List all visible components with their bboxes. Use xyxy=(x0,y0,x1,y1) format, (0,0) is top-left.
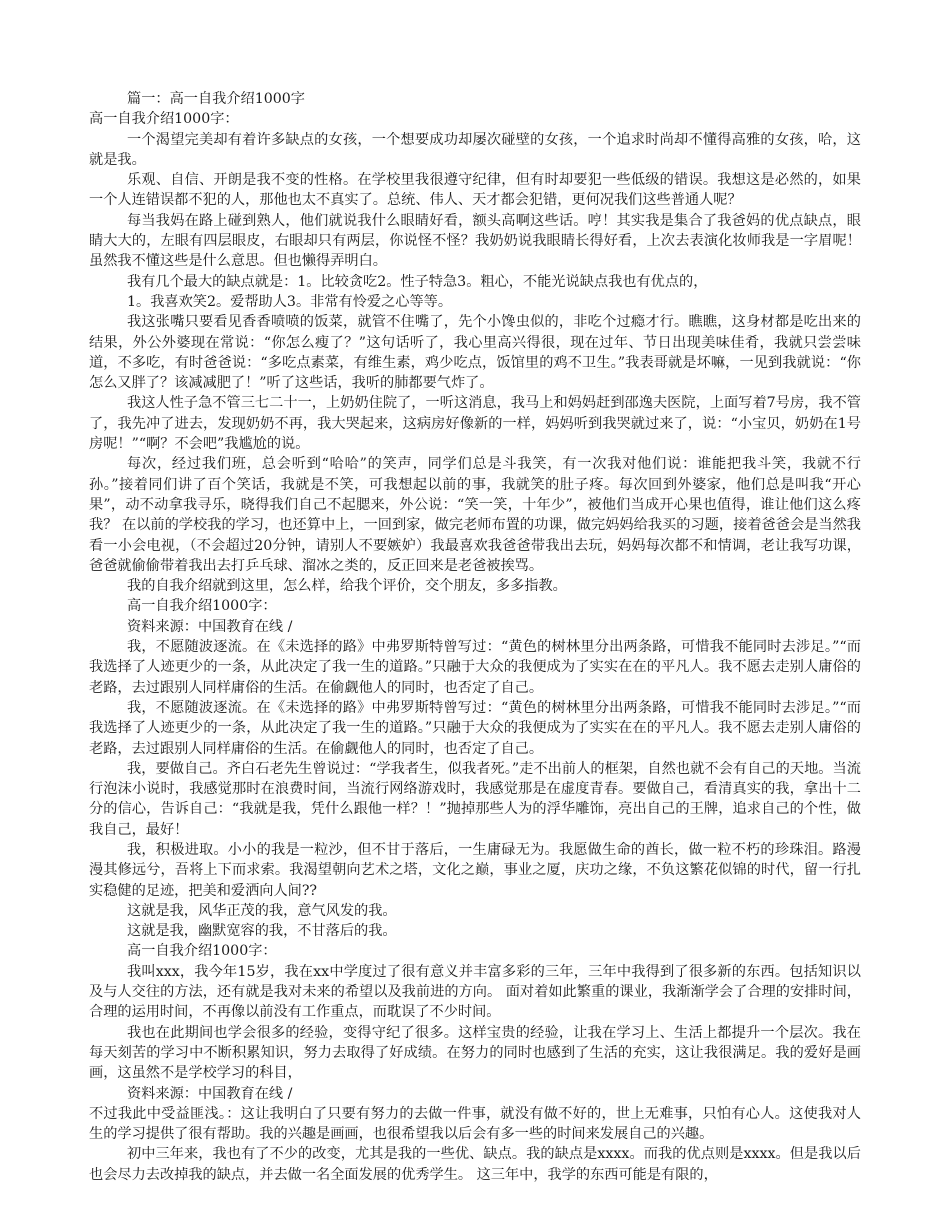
paragraph: 1。我喜欢笑2。爱帮助人3。非常有怜爱之心等等。 xyxy=(127,293,453,310)
paragraph: 我这张嘴只要看见香香喷喷的饭菜，就管不住嘴了，先个小馋虫似的，非吃个过瘾才行。瞧瞧，这身材都是吃出来的结果，外公外婆现在常说：“你怎么瘦了？”这句话听了，我心里高兴得很，现在过年、节日出现美味佳肴，我就只尝尝味道，不多吃，有时爸爸说：“多吃点素菜，有维生素，鸡少吃点，饭馆里的鸡不卫生。”我表哥就是坏嘛，一见到我就说：“你怎么又胖了？该减减肥了！”听了这些话，我听的肺都要气炸了。 xyxy=(89,314,861,392)
paragraph: 我的自我介绍就到这里，怎么样，给我个评价，交个朋友，多多指教。 xyxy=(127,578,567,595)
paragraph: 资料来源：中国教育在线 / xyxy=(127,618,293,635)
paragraph: 我，要做自己。齐白石老先生曾说过：“学我者生，似我者死。”走不出前人的框架，自然也就不会有自己的天地。当流行泡沫小说时，我感觉那时在浪费时间，当流行网络游戏时，我感觉那是在虚度青春。要做自己，看清真实的我，拿出十二分的信心，告诉自己：“我就是我，凭什么跟他一样？！”抛掉那些人为的浮华雕饰，亮出自己的王牌，追求自己的个性，做我自己，最好！ xyxy=(89,760,861,838)
paragraph: 我也在此期间也学会很多的经验，变得守纪了很多。这样宝贵的经验，让我在学习上、生活上都提升一个层次。我在每天刻苦的学习中不断积累知识，努力去取得了好成绩。在努力的同时也感到了生活的充实，这让我很满足。我的爱好是画画，这虽然不是学校学习的科目， xyxy=(89,1024,861,1082)
paragraph: 我这人性子急不管三七二十一，上奶奶住院了，一听这消息，我马上和妈妈赶到邵逸夫医院，上面写着7号房，我不管了，我先冲了进去，发现奶奶不再，我大哭起来，这病房好像新的一样，妈妈听到我哭就过来了，说：“小宝贝，奶奶在1号房呢！”“啊？不会吧”我尴尬的说。 xyxy=(89,395,861,453)
paragraph: 乐观、自信、开朗是我不变的性格。在学校里我很遵守纪律，但有时却要犯一些低级的错误。我想这是必然的，如果一个人连错误都不犯的人，那他也太不真实了。总统、伟人、天才都会犯错，更何况我们这些普通人呢？ xyxy=(89,172,861,209)
paragraph: 不过我此中受益匪浅。：这让我明白了只要有努力的去做一件事，就没有做不好的，世上无难事，只怕有心人。这使我对人生的学习提供了很有帮助。我的兴趣是画画，也很希望我以后会有多一些的时间来发展自己的兴趣。 xyxy=(89,1105,861,1143)
paragraph: 每次，经过我们班，总会听到“哈哈”的笑声，同学们总是斗我笑，有一次我对他们说：谁能把我斗笑，我就不行孙。”接着同们讲了百个笑话，我就是不笑，可我想起以前的事，我就笑的肚子疼。每次回到外婆家，他们总是叫我“开心果”，动不动拿我寻乐，晓得我们自己不起腮来，外公说：“笑一笑，十年少”，被他们当成开心果也值得，谁让他们这么疼我？ 在以前的学校我的学习，也还算中上，一回到家，做完老师布置的功课，做完妈妈给我买的习题，接着爸爸会是当然我看一小会电视，（不会超过20分钟，请别人不要嫉妒）我最喜欢我爸爸带我出去玩，妈妈每次都不和情调，老让我写功课，爸爸就偷偷带着我出去打乒乓球、溜冰之类的，反正回来是老爸被挨骂。 xyxy=(89,456,861,574)
paragraph: 一个渴望完美却有着许多缺点的女孩，一个想要成功却屡次碰壁的女孩，一个追求时尚却不懂得高雅的女孩，哈，这就是我。 xyxy=(89,131,861,168)
paragraph: 高一自我介绍1000字： xyxy=(127,943,277,960)
paragraph: 每当我妈在路上碰到熟人，他们就说我什么眼睛好看，额头高啊这些话。哼！其实我是集合了我爸妈的优点缺点，眼睛大大的，左眼有四层眼皮，右眼却只有两层，你说怪不怪？我奶奶说我眼睛长得好看，上次去表演化妆师我是一字眉呢！虽然我不懂这些是什么意思。但也懒得弄明白。 xyxy=(89,212,861,270)
paragraph: 这就是我，风华正茂的我，意气风发的我。 xyxy=(127,902,397,919)
paragraph: 我，不愿随波逐流。在《未选择的路》中弗罗斯特曾写过：“黄色的树林里分出两条路，可惜我不能同时去涉足。”“而我选择了人迹更少的一条，从此决定了我一生的道路。”只融于大众的我便成为了实实在在的平凡人。我不愿去走别人庸俗的老路，去过跟别人同样庸俗的生活。在偷觑他人的同时，也否定了自己。 xyxy=(89,639,861,696)
paragraph: 资料来源：中国教育在线 / xyxy=(127,1085,293,1102)
paragraph: 我叫xxx，我今年15岁，我在xx中学度过了很有意义并丰富多彩的三年，三年中我得到了很多新的东西。包括知识以及与人交往的方法，还有就是我对未来的希望以及我前进的方向。 面对着如此繁重的课业，我渐渐学会了合理的安排时间，合理的运用时间，不再像以前没有工作重点，而耽误了不少时间。 xyxy=(89,963,861,1021)
paragraph: 我，不愿随波逐流。在《未选择的路》中弗罗斯特曾写过：“黄色的树林里分出两条路，可惜我不能同时去涉足。”“而我选择了人迹更少的一条，从此决定了我一生的道路。”只融于大众的我便成为了实实在在的平凡人。我不愿去走别人庸俗的老路，去过跟别人同样庸俗的生活。在偷觑他人的同时，也否定了自己。 xyxy=(89,699,861,757)
document-body xyxy=(89,89,861,1185)
paragraph: 我有几个最大的缺点就是：1。比较贪吃2。性子特急3。粗心，不能光说缺点我也有优点的， xyxy=(127,273,708,290)
paragraph: 高一自我介绍1000字： xyxy=(127,598,277,615)
paragraph: 高一自我介绍1000字： xyxy=(89,111,239,128)
paragraph: 这就是我，幽默宽容的我，不甘落后的我。 xyxy=(127,923,397,940)
paragraph: 我，积极进取。小小的我是一粒沙，但不甘于落后，一生庸碌无为。我愿做生命的酋长，做一粒不朽的珍珠泪。路漫漫其修远兮，吾将上下而求索。我渴望朝向艺术之塔，文化之巅，事业之厦，庆功之缘，不负这繁花似锦的时代，留一行扎实稳健的足迹，把美和爱洒向人间?? xyxy=(89,841,861,899)
paragraph: 初中三年来，我也有了不少的改变，尤其是我的一些优、缺点。我的缺点是xxxx。而我的优点则是xxxx。但是我以后也会尽力去改掉我的缺点，并去做一名全面发展的优秀学生。 这三年中，我学的东西可能是有限的， xyxy=(89,1146,861,1183)
paragraph: 篇一：高一自我介绍1000字 xyxy=(127,91,305,107)
